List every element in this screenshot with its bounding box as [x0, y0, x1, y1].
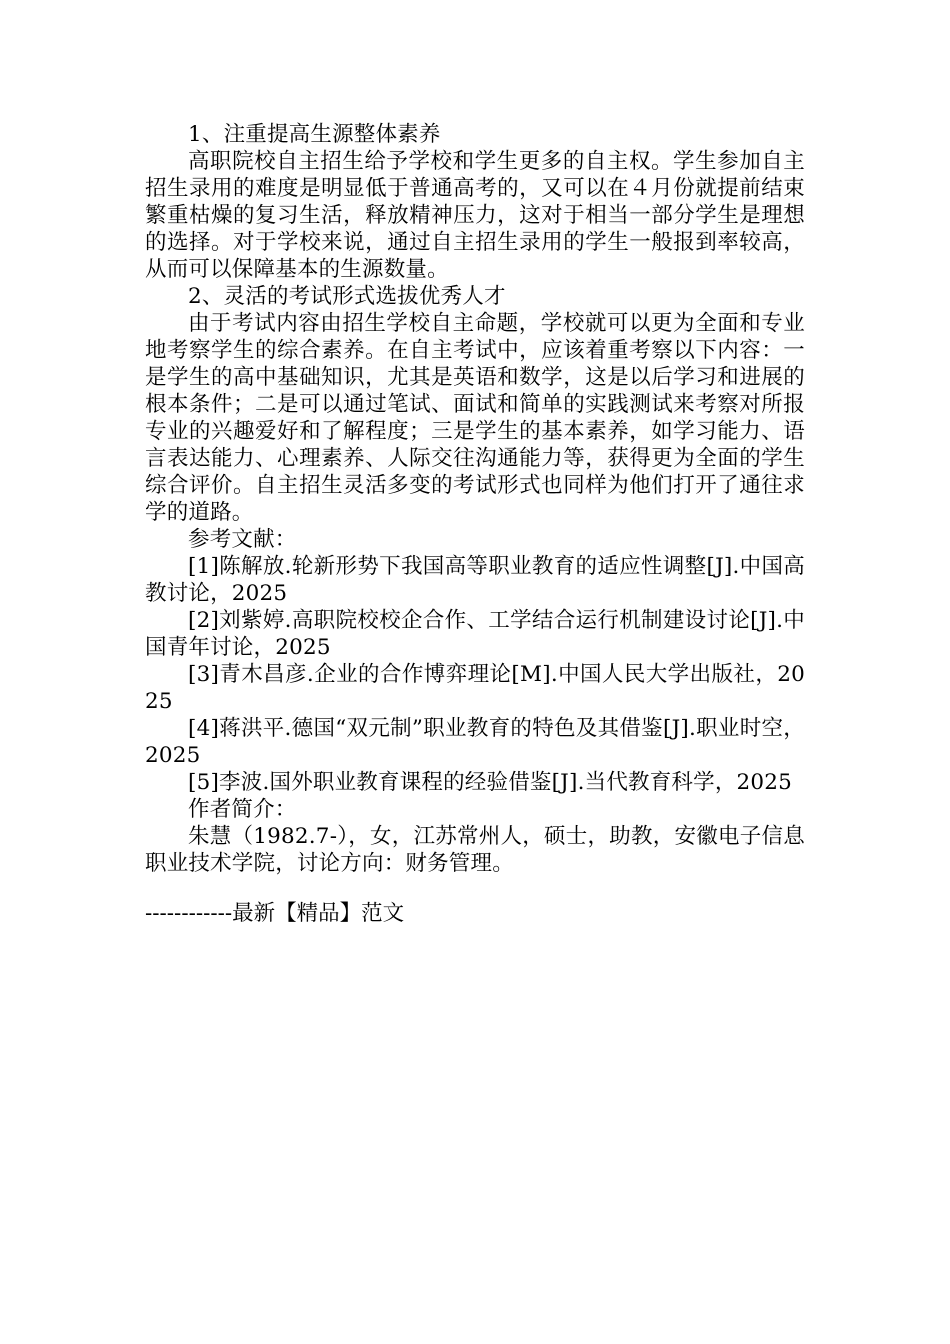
reference-item-3: [3]青木昌彦.企业的合作博弈理论[M].中国人民大学出版社，2025	[145, 662, 805, 714]
section-heading-1: 1、注重提高生源整体素养	[188, 122, 441, 147]
references-title: 参考文献：	[188, 527, 297, 552]
document-body	[145, 121, 805, 877]
author-bio: 朱慧（1982.7-），女，江苏常州人，硕士，助教，安徽电子信息职业技术学院，讨论方向：财务管理。	[145, 824, 805, 876]
reference-item-4: [4]蒋洪平.德国“双元制”职业教育的特色及其借鉴[J].职业时空，2025	[145, 716, 805, 768]
author-title: 作者简介：	[188, 797, 297, 822]
reference-item-5: [5]李波.国外职业教育课程的经验借鉴[J].当代教育科学，2025	[188, 770, 793, 795]
reference-item-2: [2]刘紫婷.高职院校校企合作、工学结合运行机制建设讨论[J].中国青年讨论，2025	[145, 608, 805, 660]
footer-text: ------------最新【精品】范文	[145, 901, 405, 926]
body-paragraph-2: 由于考试内容由招生学校自主命题，学校就可以更为全面和专业地考察学生的综合素养。在自主考试中，应该着重考察以下内容：一是学生的高中基础知识，尤其是英语和数学，这是以后学习和进展的根本条件；二是可以通过笔试、面试和简单的实践测试来考察对所报专业的兴趣爱好和了解程度；三是学生的基本素养，如学习能力、语言表达能力、心理素养、人际交往沟通能力等，获得更为全面的学生综合评价。自主招生灵活多变的考试形式也同样为他们打开了通往求学的道路。	[145, 311, 805, 525]
section-heading-2: 2、灵活的考试形式选拔优秀人才	[188, 284, 506, 309]
reference-item-1: [1]陈解放.轮新形势下我国高等职业教育的适应性调整[J].中国高教讨论，2025	[145, 554, 805, 606]
body-paragraph-1: 高职院校自主招生给予学校和学生更多的自主权。学生参加自主招生录用的难度是明显低于普通高考的，又可以在４月份就提前结束繁重枯燥的复习生活，释放精神压力，这对于相当一部分学生是理想的选择。对于学校来说，通过自主招生录用的学生一般报到率较高，从而可以保障基本的生源数量。	[145, 149, 805, 282]
